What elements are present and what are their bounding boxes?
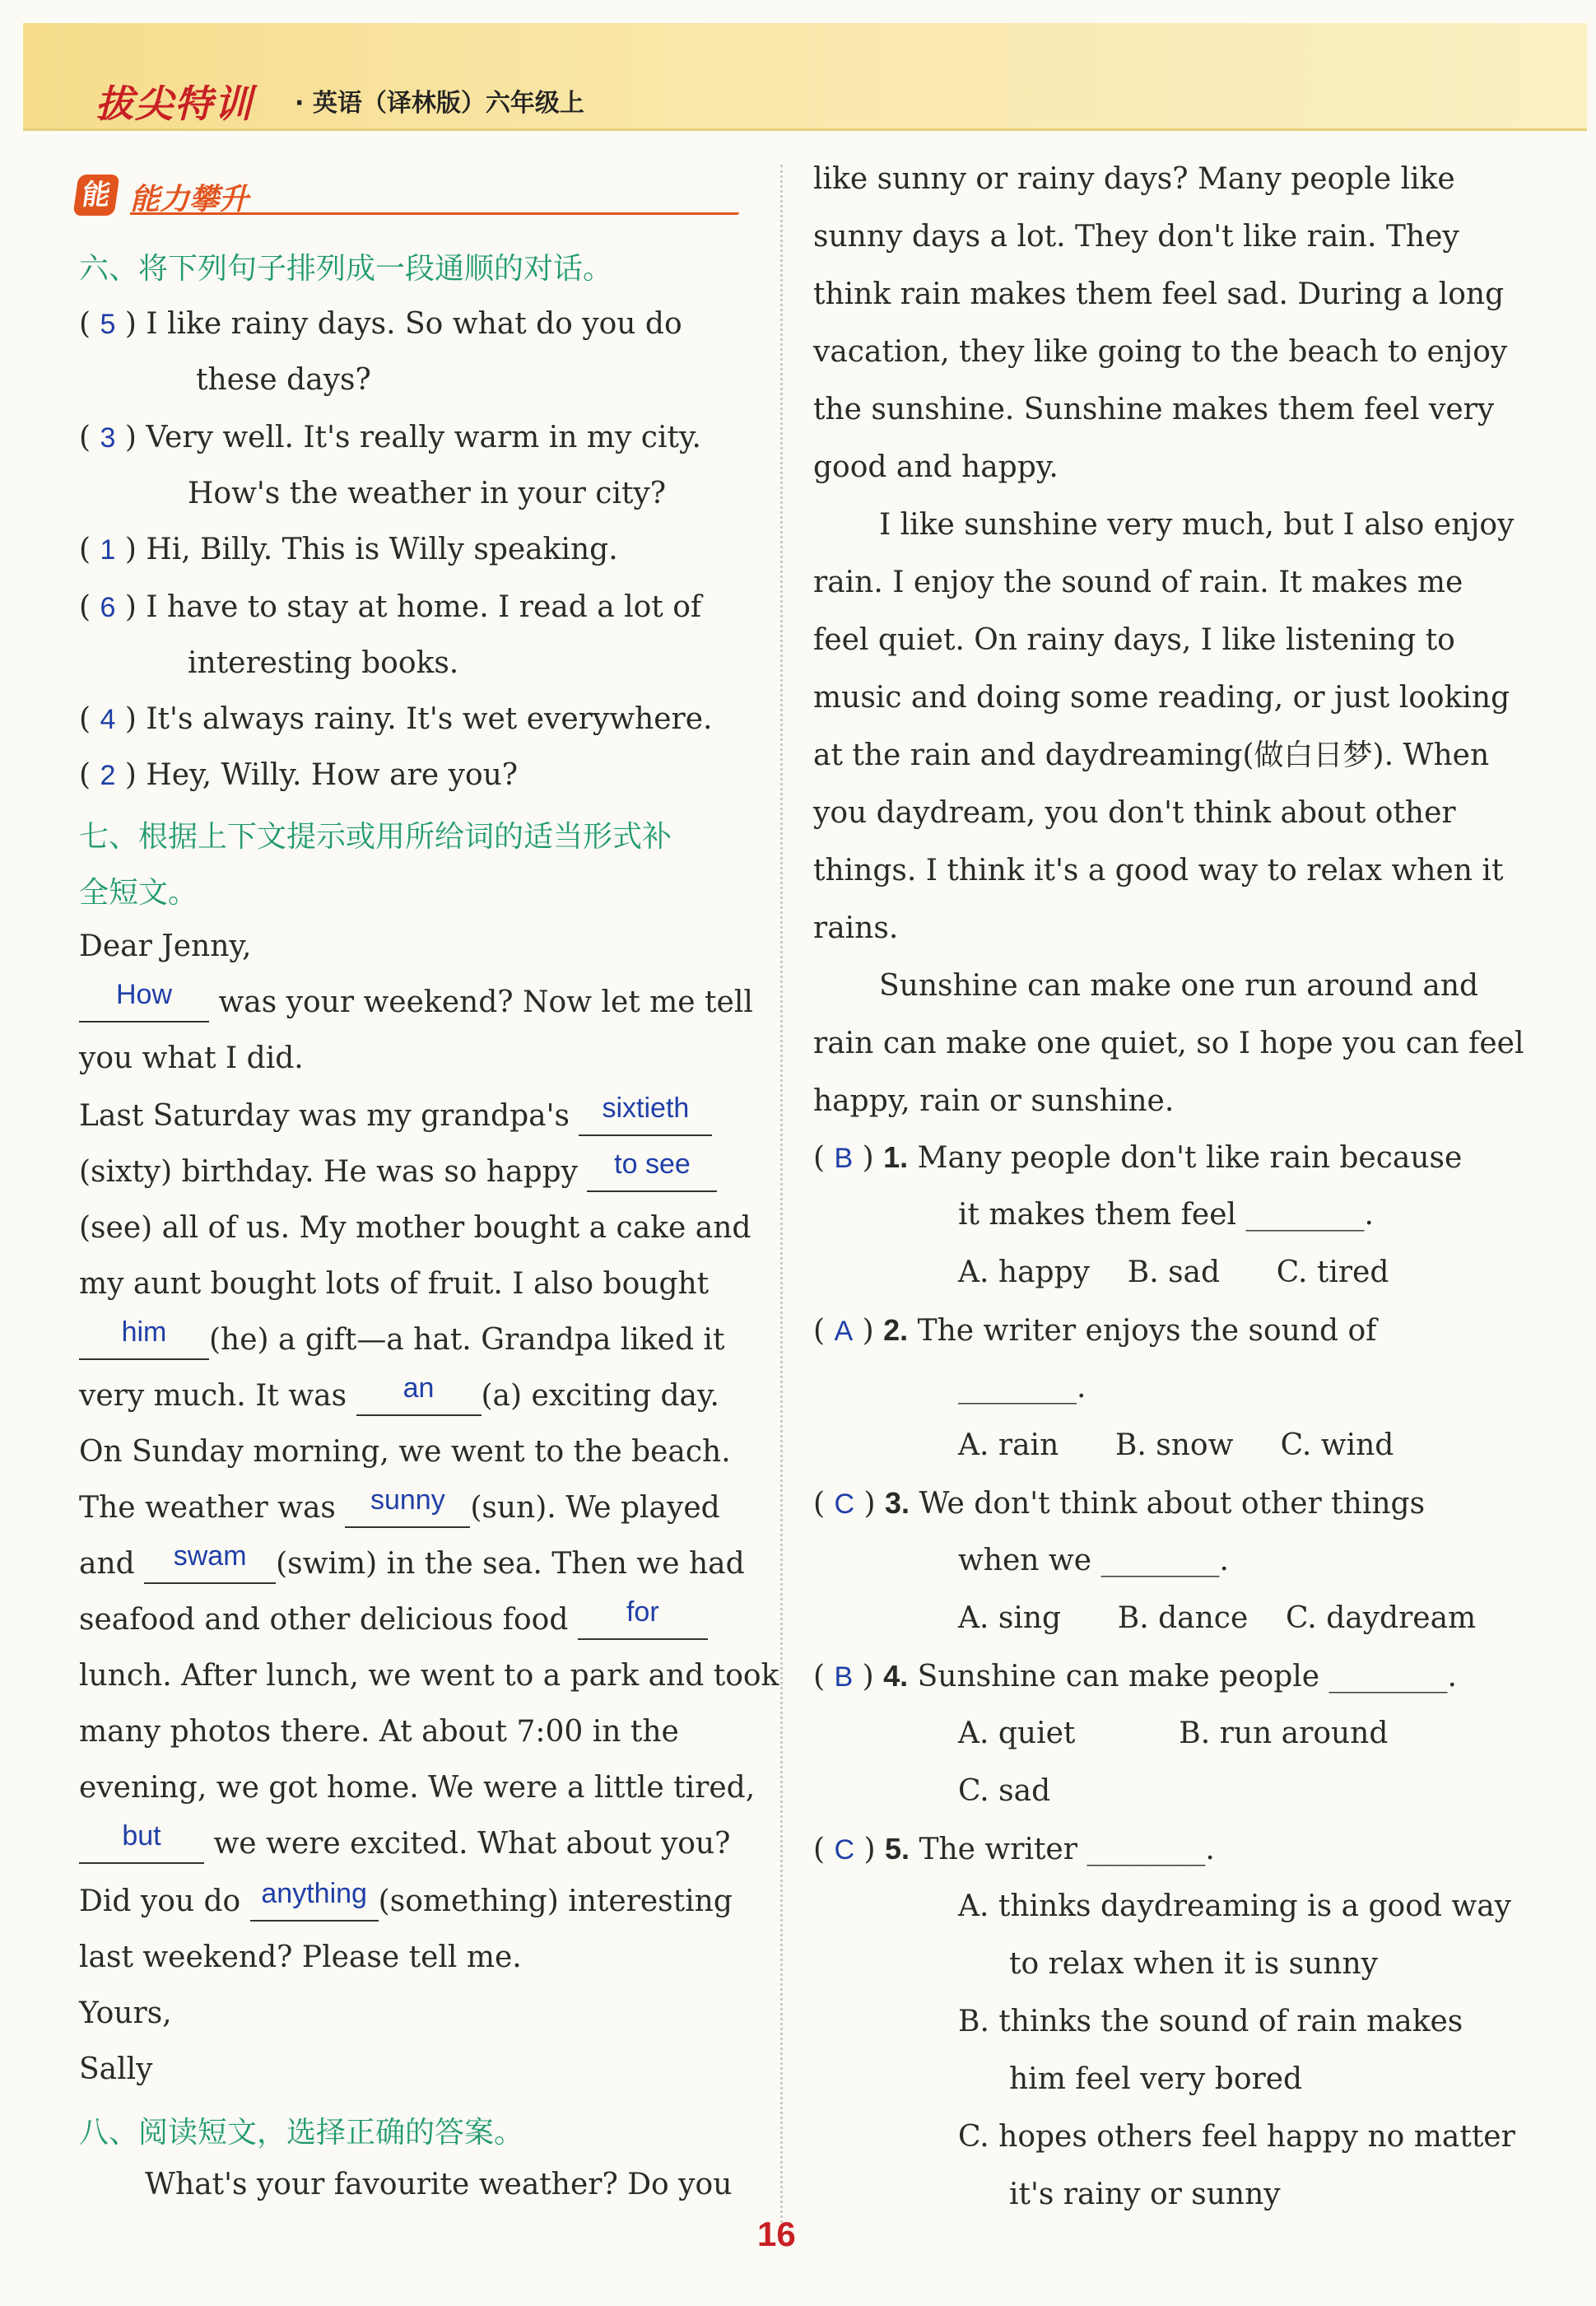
passage-line: good and happy. [813,450,1059,484]
sentence: It's always rainy. It's wet everywhere. [146,702,713,736]
passage-line: rain. I enjoy the sound of rain. It makes me [813,566,1463,599]
sentence-cont: these days? [196,363,371,397]
letter-line: him (he) a gift—a hat. Grandpa liked it [79,1322,724,1360]
letter-greeting: Dear Jenny, [79,929,252,963]
letter-line: (see) all of us. My mother bought a cake and [79,1211,751,1245]
sentence: I like rainy days. So what do you do [146,307,682,341]
answer: C [834,1488,855,1520]
answer: 2 [100,760,116,791]
letter-line: On Sunday morning, we went to the beach. [79,1435,731,1469]
passage-line: vacation, they like going to the beach to enjoy [813,335,1508,369]
sentence-cont: interesting books. [188,646,459,680]
letter-line: lunch. After lunch, we went to a park and took [79,1659,779,1693]
passage-line: music and doing some reading, or just looking [813,681,1510,715]
passage-line: the sunshine. Sunshine makes them feel very [813,393,1495,426]
options: A. happy B. sad C. tired [958,1255,1389,1289]
letter-line: last weekend? Please tell me. [79,1940,522,1974]
passage-line: like sunny or rainy days? Many people like [813,162,1455,196]
answer: B [834,1143,854,1174]
blank-field: him [79,1322,209,1360]
passage-line: sunny days a lot. They don't like rain. They [813,220,1459,254]
option-c: C. hopes others feel happy no matter [958,2120,1515,2154]
section-banner [76,171,742,217]
letter-line: evening, we got home. We were a little tired, [79,1771,756,1805]
sentence: Hi, Billy. This is Willy speaking. [146,533,618,566]
passage-line: at the rain and daydreaming(做白日梦). When [813,738,1490,772]
letter-line: How was your weekend? Now let me tell [79,985,753,1023]
answer: B [834,1661,854,1693]
letter-line: seafood and other delicious food for [79,1602,708,1640]
options: A. rain B. snow C. wind [958,1428,1394,1462]
section-title: 能力攀升 [130,183,249,217]
letter-closing: Yours, [79,1996,172,2030]
passage-line: you daydream, you don't think about other [813,796,1456,830]
passage-line: rain can make one quiet, so I hope you can feel [813,1027,1524,1060]
answer: 5 [100,309,116,340]
sentence-cont: How's the weather in your city? [188,477,667,510]
blank-field: anything [250,1884,379,1922]
letter-line: and swam (swim) in the sea. Then we had [79,1546,745,1584]
letter-line: my aunt bought lots of fruit. I also bought [79,1267,710,1301]
passage-line: think rain makes them feel sad. During a long [813,277,1505,311]
option-a: A. thinks daydreaming is a good way [958,1889,1511,1923]
options: C. sad [958,1774,1051,1808]
blank-field: How [79,985,209,1023]
answer: 1 [100,534,116,566]
answer: 6 [100,592,116,623]
passage-line: Sunshine can make one run around and [879,969,1479,1003]
passage-line: happy, rain or sunshine. [813,1084,1175,1118]
part7-heading: 七、根据上下文提示或用所给词的适当形式补 [79,820,672,854]
passage-line: I like sunshine very much, but I also enjoy [879,508,1515,542]
blank-field: an [356,1378,482,1416]
letter-line: you what I did. [79,1041,304,1075]
part7-heading-cont: 全短文。 [79,876,198,910]
answer: 4 [100,704,116,735]
column-divider [780,165,783,2223]
letter-line: but we were excited. What about you? [79,1826,730,1864]
passage-line: rains. [813,911,899,945]
page-number: 16 [757,2215,796,2253]
answer: C [834,1834,855,1866]
letter-line: Did you do anything (something) interesting [79,1884,733,1922]
letter-line: many photos there. At about 7:00 in the [79,1715,679,1749]
part6-heading: 六、将下列句子排列成一段通顺的对话。 [79,252,613,286]
blank-field: sixtieth [579,1098,712,1136]
brand-logo: 拔尖特训 [95,82,254,126]
letter-line: Last Saturday was my grandpa's sixtieth [79,1098,712,1136]
blank-field: swam [144,1546,276,1584]
sentence: Hey, Willy. How are you? [146,758,519,792]
options: A. sing B. dance C. daydream [958,1601,1477,1635]
blank-field: to see [587,1154,717,1192]
blank-field: for [578,1602,708,1640]
part8-heading: 八、阅读短文，选择正确的答案。 [79,2116,524,2150]
options: A. quiet B. run around [958,1717,1389,1750]
sentence: Very well. It's really warm in my city. [146,421,701,454]
book-title: · 英语（译林版）六年级上 [295,89,584,118]
answer: A [834,1316,854,1347]
page-header [23,23,1587,131]
letter-line: (sixty) birthday. He was so happy to see [79,1154,717,1192]
letter-signature: Sally [79,2052,153,2086]
blank-field: but [79,1826,204,1864]
option-b: B. thinks the sound of rain makes [958,2005,1463,2038]
passage-line: What's your favourite weather? Do you [145,2168,733,2201]
passage-line: things. I think it's a good way to relax when it [813,854,1504,887]
blank-field: sunny [345,1490,470,1528]
banner-underline [130,212,739,215]
letter-line: very much. It was an (a) exciting day. [79,1378,719,1416]
answer: 3 [100,422,116,454]
passage-line: feel quiet. On rainy days, I like listening to [813,623,1455,657]
letter-line: The weather was sunny (sun). We played [79,1490,720,1528]
ability-icon: 能 [72,175,119,216]
sentence: I have to stay at home. I read a lot of [146,590,702,624]
